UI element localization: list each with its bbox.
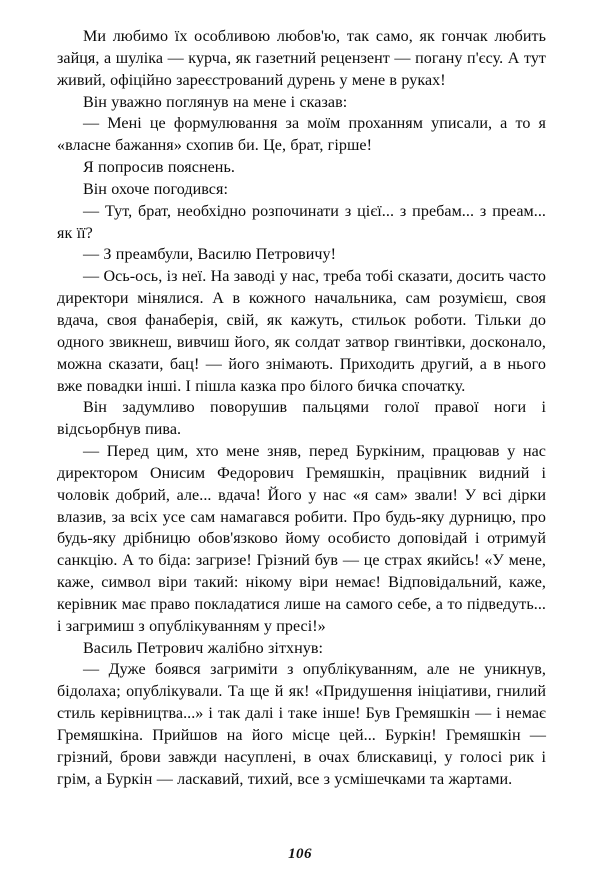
page-number: 106 — [288, 846, 312, 862]
paragraph: — З преамбули, Василю Петровичу! — [83, 246, 337, 264]
paragraph: Ми любимо їх особливою любов'ю, так само, як гончак любить зайця, а шуліка — курча, як газетний рецензент — погану п'єсу. А тут живий, офіційно зареєстрований дурень у мене в руках! — [57, 28, 546, 89]
paragraph: — Перед цим, хто мене зняв, перед Буркіним, працював у нас директором Онисим Федорович Гремяшкін, працівник видний і чоловік добрий, але... вдача! Його у нас «я сам» звали! У всі дірки влазив, за всіх усе сам намагався робити. Про будь-яку дурницю, про будь-яку дрібницю обов'язково йому особисто доповідай і отримуй санкцію. А то біда: загризе! Грізний був — це страх якийсь! «У мене, каже, символ віри такий: нікому віри немає! Відповідальний, каже, керівник має право покладатися лише на самого себе, а то підведуть... і загримиш з опублікуванням у пресі!» — [57, 443, 546, 635]
paragraph: Він уважно поглянув на мене і сказав: — [83, 93, 348, 111]
paragraph: Я попросив пояснень. — [83, 159, 235, 177]
paragraph: — Ось-ось, із неї. На заводі у нас, треба тобі сказати, досить часто директори мінялися. А в кожного начальника, сам розумієш, своя вдача, своя фанаберія, свій, як кажуть, стильок роботи. Тільки до одного звикнеш, вивчиш його, як солдат затвор гвинтівки, досконало, можна сказати, бац! — його знімають. Приходить другий, а в нього вже повадки інші. І пішла казка про білого бичка спочатку. — [57, 268, 546, 395]
paragraph: — Мені це формулювання за моїм проханням уписали, а то я «власне бажання» схопив би. Це, брат, гірше! — [57, 115, 546, 155]
paragraph: Він задумливо поворушив пальцями голої правої ноги і відсьорбнув пива. — [57, 399, 546, 439]
page-text-block — [57, 26, 546, 791]
paragraph: Василь Петрович жалібно зітхнув: — [83, 639, 324, 657]
paragraph: — Дуже боявся загриміти з опублікуванням, але не уникнув, бідолаха; опублікували. Та ще й як! «Придушення ініціативи, гнилий стиль керівництва...» і так далі і таке інше! Був Гремяшкін — і немає Гремяшкіна. Прийшов на його місце цей... Буркін! Гремяшкін — грізний, брови завжди насуплені, в очах блискавиці, у голосі рик і грім, а Буркін — ласкавий, тихий, все з усмішечками та жартами. — [57, 661, 546, 788]
paragraph: — Тут, брат, необхідно розпочинати з цієї... з пребам... з преам... як її? — [57, 202, 546, 242]
paragraph: Він охоче погодився: — [83, 180, 228, 198]
